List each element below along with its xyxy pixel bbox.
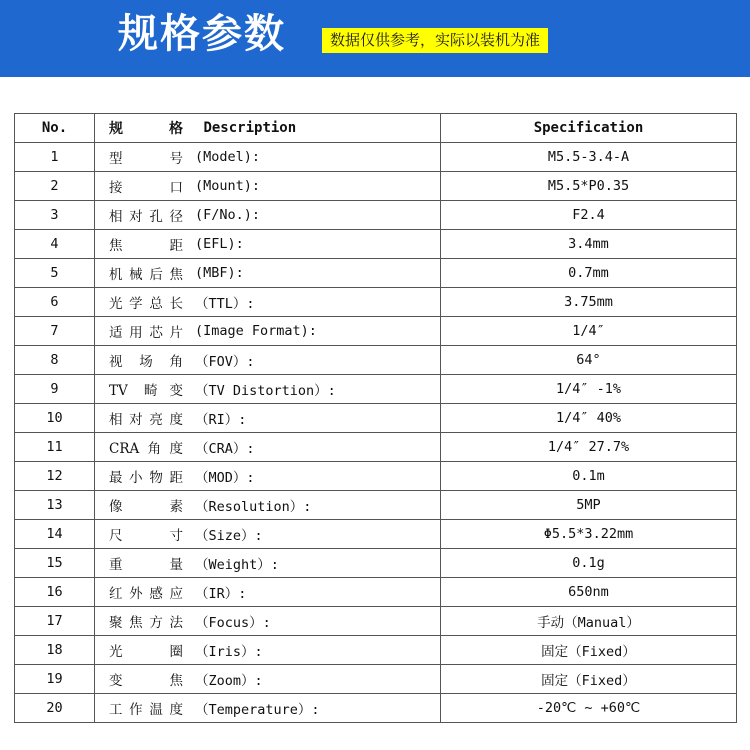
row-label-cn: 相对孔径 bbox=[109, 209, 183, 225]
row-number: 4 bbox=[15, 230, 95, 259]
table-row bbox=[15, 288, 737, 317]
header-spec-cn: 规 格 bbox=[109, 121, 183, 137]
row-label-cn: 光学总长 bbox=[109, 296, 183, 312]
row-value: M5.5*P0.35 bbox=[441, 172, 737, 201]
spec-table bbox=[14, 113, 737, 723]
row-label-cn: 光圈 bbox=[109, 644, 183, 660]
row-label-en: （TTL）: bbox=[195, 296, 255, 312]
row-label-cn: 重量 bbox=[109, 557, 183, 573]
row-label-en: （FOV）: bbox=[195, 354, 255, 370]
row-description bbox=[95, 607, 441, 636]
row-label-en: (MBF): bbox=[195, 265, 244, 281]
row-value: 3.4mm bbox=[441, 230, 737, 259]
row-value: -20℃ ~ +60℃ bbox=[441, 694, 737, 723]
row-value: 64° bbox=[441, 346, 737, 375]
row-description bbox=[95, 491, 441, 520]
row-description bbox=[95, 259, 441, 288]
table-row bbox=[15, 259, 737, 288]
header-no: No. bbox=[15, 114, 95, 143]
row-label-cn: CRA角度 bbox=[109, 441, 183, 457]
row-number: 5 bbox=[15, 259, 95, 288]
row-description bbox=[95, 172, 441, 201]
row-description bbox=[95, 694, 441, 723]
row-description bbox=[95, 375, 441, 404]
table-row bbox=[15, 462, 737, 491]
row-number: 1 bbox=[15, 143, 95, 172]
table-row bbox=[15, 230, 737, 259]
row-value: 1/4″ bbox=[441, 317, 737, 346]
row-description bbox=[95, 578, 441, 607]
table-row bbox=[15, 346, 737, 375]
row-label-en: (EFL): bbox=[195, 236, 244, 252]
table-header-row bbox=[15, 114, 737, 143]
row-label-en: （TV Distortion）: bbox=[195, 383, 336, 399]
table-row bbox=[15, 665, 737, 694]
row-label-cn: 像素 bbox=[109, 499, 183, 515]
header-specification: Specification bbox=[441, 114, 737, 143]
row-label-en: （Weight）: bbox=[195, 557, 279, 573]
table-row bbox=[15, 375, 737, 404]
row-label-en: (F/No.): bbox=[195, 207, 261, 223]
row-label-en: （Iris）: bbox=[195, 644, 263, 660]
row-label-cn: 尺寸 bbox=[109, 528, 183, 544]
row-label-en: （Resolution）: bbox=[195, 499, 312, 515]
row-label-en: (Model): bbox=[195, 149, 261, 165]
table-row bbox=[15, 549, 737, 578]
row-label-en: （Size）: bbox=[195, 528, 263, 544]
row-number: 13 bbox=[15, 491, 95, 520]
row-value: 0.7mm bbox=[441, 259, 737, 288]
row-label-cn: 接口 bbox=[109, 180, 183, 196]
row-value: F2.4 bbox=[441, 201, 737, 230]
row-value: 固定（Fixed） bbox=[441, 636, 737, 665]
row-number: 15 bbox=[15, 549, 95, 578]
row-label-cn: 最小物距 bbox=[109, 470, 183, 486]
row-description bbox=[95, 549, 441, 578]
row-label-en: （RI）: bbox=[195, 412, 247, 428]
table-row bbox=[15, 636, 737, 665]
row-value: 0.1m bbox=[441, 462, 737, 491]
row-number: 16 bbox=[15, 578, 95, 607]
row-number: 19 bbox=[15, 665, 95, 694]
row-value: Φ5.5*3.22mm bbox=[441, 520, 737, 549]
row-value: 1/4″ 27.7% bbox=[441, 433, 737, 462]
table-row bbox=[15, 143, 737, 172]
row-label-en: (Mount): bbox=[195, 178, 261, 194]
header-description bbox=[95, 114, 441, 143]
row-description bbox=[95, 520, 441, 549]
row-label-cn: 红外感应 bbox=[109, 586, 183, 602]
row-number: 14 bbox=[15, 520, 95, 549]
page-title: 规格参数 bbox=[118, 11, 286, 57]
row-value: 1/4″ -1% bbox=[441, 375, 737, 404]
row-label-cn: 聚焦方法 bbox=[109, 615, 183, 631]
table-row bbox=[15, 694, 737, 723]
table-row bbox=[15, 578, 737, 607]
row-number: 12 bbox=[15, 462, 95, 491]
row-label-en: (Image Format): bbox=[195, 323, 317, 339]
table-row bbox=[15, 607, 737, 636]
row-number: 8 bbox=[15, 346, 95, 375]
row-description bbox=[95, 404, 441, 433]
row-number: 17 bbox=[15, 607, 95, 636]
row-label-en: （IR）: bbox=[195, 586, 247, 602]
row-number: 6 bbox=[15, 288, 95, 317]
row-number: 7 bbox=[15, 317, 95, 346]
row-description bbox=[95, 317, 441, 346]
row-description bbox=[95, 636, 441, 665]
row-number: 3 bbox=[15, 201, 95, 230]
row-value: 650nm bbox=[441, 578, 737, 607]
table-row bbox=[15, 201, 737, 230]
row-value: 1/4″ 40% bbox=[441, 404, 737, 433]
row-label-cn: 变焦 bbox=[109, 673, 183, 689]
header-spec-en: Description bbox=[203, 120, 297, 136]
row-label-cn: 工作温度 bbox=[109, 702, 183, 718]
row-description bbox=[95, 665, 441, 694]
row-label-en: （Focus）: bbox=[195, 615, 271, 631]
table-row bbox=[15, 172, 737, 201]
row-description bbox=[95, 462, 441, 491]
row-value: 固定（Fixed） bbox=[441, 665, 737, 694]
row-number: 2 bbox=[15, 172, 95, 201]
row-value: 3.75mm bbox=[441, 288, 737, 317]
row-label-en: （Zoom）: bbox=[195, 673, 263, 689]
row-description bbox=[95, 230, 441, 259]
row-value: M5.5-3.4-A bbox=[441, 143, 737, 172]
row-description bbox=[95, 143, 441, 172]
table-body bbox=[15, 143, 737, 723]
row-label-en: （Temperature）: bbox=[195, 702, 320, 718]
row-value: 手动（Manual） bbox=[441, 607, 737, 636]
row-description bbox=[95, 433, 441, 462]
row-number: 18 bbox=[15, 636, 95, 665]
row-label-cn: 型号 bbox=[109, 151, 183, 167]
row-number: 20 bbox=[15, 694, 95, 723]
row-number: 10 bbox=[15, 404, 95, 433]
row-value: 5MP bbox=[441, 491, 737, 520]
table-row bbox=[15, 404, 737, 433]
row-value: 0.1g bbox=[441, 549, 737, 578]
disclaimer-note: 数据仅供参考，实际以装机为准 bbox=[322, 28, 548, 53]
row-description bbox=[95, 288, 441, 317]
table-row bbox=[15, 491, 737, 520]
row-label-cn: 机械后焦 bbox=[109, 267, 183, 283]
row-label-cn: 相对亮度 bbox=[109, 412, 183, 428]
table-row bbox=[15, 317, 737, 346]
row-label-cn: 视场角 bbox=[109, 354, 183, 370]
table-row bbox=[15, 433, 737, 462]
table-row bbox=[15, 520, 737, 549]
row-number: 9 bbox=[15, 375, 95, 404]
row-label-cn: 焦距 bbox=[109, 238, 183, 254]
row-label-cn: 适用芯片 bbox=[109, 325, 183, 341]
header-banner bbox=[0, 0, 750, 77]
row-label-en: （CRA）: bbox=[195, 441, 255, 457]
row-number: 11 bbox=[15, 433, 95, 462]
row-label-en: （MOD）: bbox=[195, 470, 255, 486]
row-label-cn: TV 畸变 bbox=[109, 383, 183, 399]
row-description bbox=[95, 346, 441, 375]
row-description bbox=[95, 201, 441, 230]
